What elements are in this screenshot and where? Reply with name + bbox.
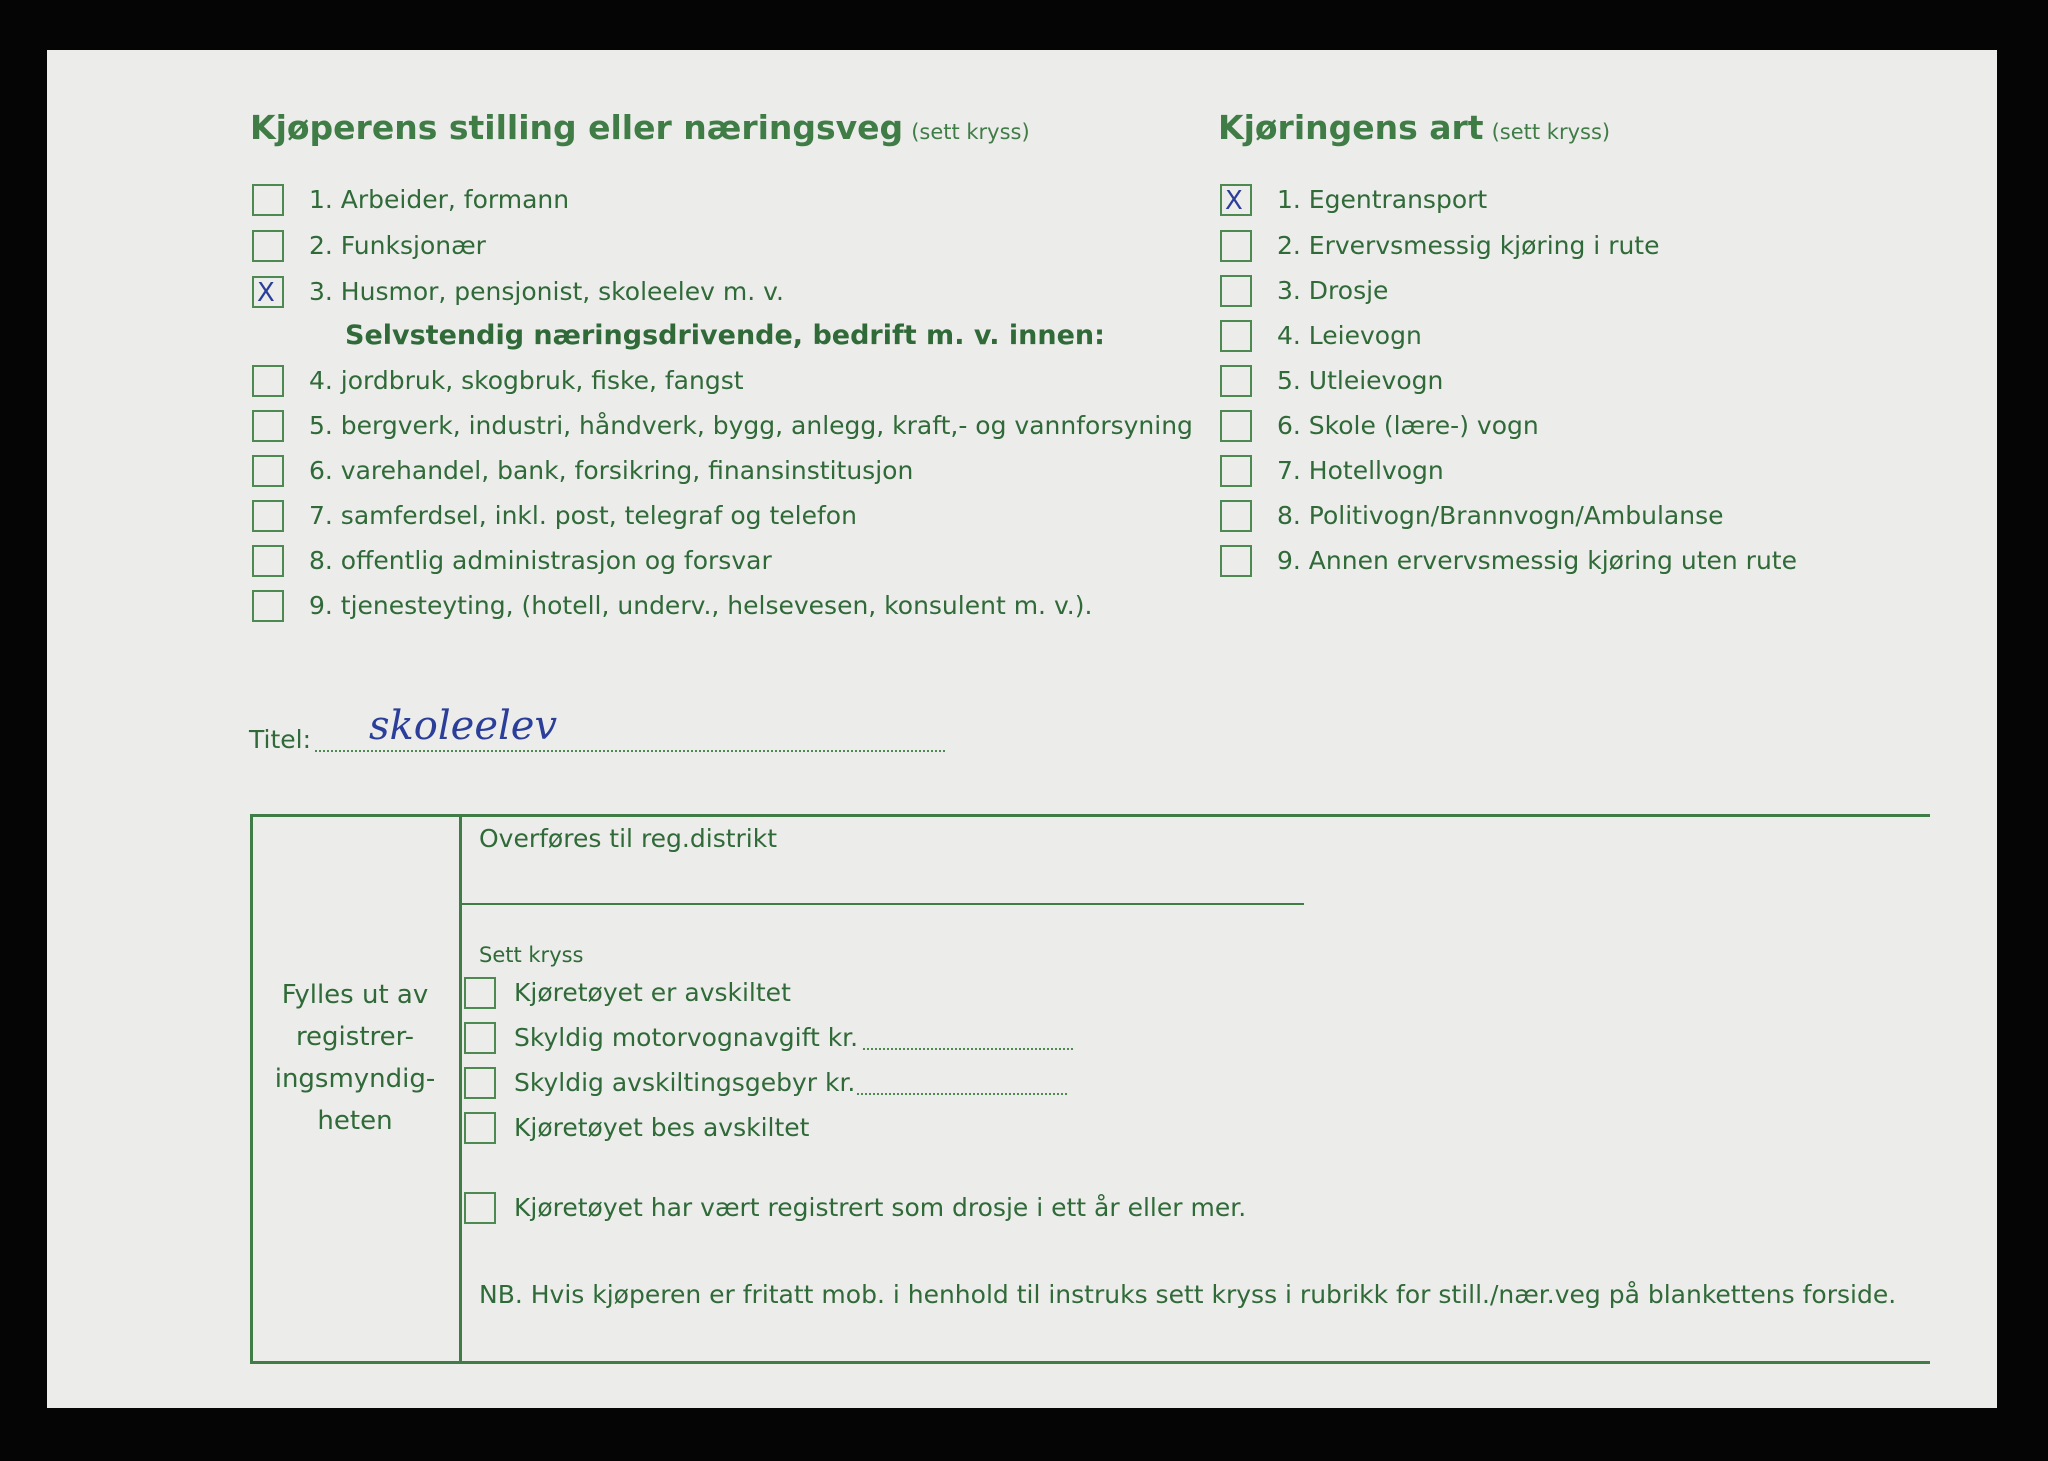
- occupation-5-label: 5. bergverk, industri, håndverk, bygg, anlegg, kraft,- og vannforsyning: [309, 411, 1193, 440]
- checkbox-motor-tax-owed[interactable]: [464, 1022, 496, 1054]
- checkbox-driving-7[interactable]: [1220, 455, 1252, 487]
- occupation-9-label: 9. tjenesteyting, (hotell, underv., helsevesen, konsulent m. v.).: [309, 591, 1093, 620]
- checkbox-occupation-7[interactable]: [252, 500, 284, 532]
- buyer-occupation-heading: [250, 108, 1030, 147]
- driving-1-label: 1. Egentransport: [1277, 185, 1488, 214]
- checkbox-driving-9[interactable]: [1220, 545, 1252, 577]
- driving-7-label: 7. Hotellvogn: [1277, 456, 1444, 485]
- checkbox-occupation-8[interactable]: [252, 545, 284, 577]
- deregistered-label: Kjøretøyet er avskiltet: [514, 978, 791, 1007]
- checkbox-driving-2[interactable]: [1220, 230, 1252, 262]
- title-label: Titel:: [249, 725, 311, 754]
- buyer-occupation-heading-text: Kjøperens stilling eller næringsveg: [250, 108, 904, 147]
- driving-6-label: 6. Skole (lære-) vogn: [1277, 411, 1539, 440]
- self-employed-subheading: Selvstendig næringsdrivende, bedrift m. v. innen:: [345, 320, 1105, 351]
- occupation-1-label: 1. Arbeider, formann: [309, 185, 570, 214]
- registry-box-divider: [459, 814, 462, 1364]
- buyer-occupation-heading-note: (sett kryss): [911, 120, 1030, 144]
- occupation-2-label: 2. Funksjonær: [309, 231, 486, 260]
- checkbox-occupation-6[interactable]: [252, 455, 284, 487]
- request-deregister-label: Kjøretøyet bes avskiltet: [514, 1113, 810, 1142]
- registry-box-left-border: [250, 814, 253, 1364]
- driving-2-label: 2. Ervervsmessig kjøring i rute: [1277, 231, 1660, 260]
- occupation-3-label: 3. Husmor, pensjonist, skoleelev m. v.: [309, 277, 784, 306]
- occupation-6-label: 6. varehandel, bank, forsikring, finansinstitusjon: [309, 456, 914, 485]
- driving-type-heading-note: (sett kryss): [1491, 120, 1611, 144]
- transfer-district-label: Overføres til reg.distrikt: [479, 824, 778, 853]
- driving-3-label: 3. Drosje: [1277, 276, 1389, 305]
- checkbox-occupation-9[interactable]: [252, 590, 284, 622]
- driving-type-heading: [1218, 108, 1610, 147]
- taxi-registered-label: Kjøretøyet har vært registrert som drosje i ett år eller mer.: [514, 1193, 1247, 1222]
- driving-8-label: 8. Politivogn/Brannvogn/Ambulanse: [1277, 501, 1724, 530]
- nb-note: NB. Hvis kjøperen er fritatt mob. i henhold til instruks sett kryss i rubrikk for still./nær.veg på blankettens forside.: [479, 1280, 1897, 1309]
- driving-type-heading-text: Kjøringens art: [1218, 108, 1484, 147]
- registry-side-label: Fylles ut av registrer-ingsmyndig-heten: [274, 980, 436, 1136]
- motor-tax-owed-label: Skyldig motorvognavgift kr.: [514, 1023, 859, 1052]
- checkbox-deregistered[interactable]: [464, 977, 496, 1009]
- check-mark: X: [1225, 186, 1243, 216]
- occupation-4-label: 4. jordbruk, skogbruk, fiske, fangst: [309, 366, 744, 395]
- checkbox-driving-6[interactable]: [1220, 410, 1252, 442]
- checkbox-driving-3[interactable]: [1220, 275, 1252, 307]
- driving-4-label: 4. Leievogn: [1277, 321, 1422, 350]
- motor-tax-amount-line: [863, 1048, 1073, 1050]
- checkbox-request-deregister[interactable]: [464, 1112, 496, 1144]
- checkbox-driving-5[interactable]: [1220, 365, 1252, 397]
- registry-box-bottom-border: [250, 1361, 1930, 1364]
- checkbox-occupation-4[interactable]: [252, 365, 284, 397]
- registry-box-top-border: [250, 814, 1930, 817]
- driving-5-label: 5. Utleievogn: [1277, 366, 1444, 395]
- checkbox-driving-4[interactable]: [1220, 320, 1252, 352]
- form-sheet: [47, 50, 1997, 1408]
- checkbox-occupation-1[interactable]: [252, 184, 284, 216]
- occupation-8-label: 8. offentlig administrasjon og forsvar: [309, 546, 772, 575]
- sett-kryss-label: Sett kryss: [479, 943, 584, 967]
- checkbox-occupation-3[interactable]: [252, 276, 284, 308]
- checkbox-occupation-5[interactable]: [252, 410, 284, 442]
- checkbox-plate-fee-owed[interactable]: [464, 1067, 496, 1099]
- checkbox-taxi-registered[interactable]: [464, 1192, 496, 1224]
- plate-fee-amount-line: [857, 1093, 1067, 1095]
- checkbox-occupation-2[interactable]: [252, 230, 284, 262]
- plate-fee-owed-label: Skyldig avskiltingsgebyr kr.: [514, 1068, 856, 1097]
- check-mark: X: [257, 278, 275, 308]
- transfer-district-line: [462, 903, 1304, 905]
- checkbox-driving-1[interactable]: [1220, 184, 1252, 216]
- occupation-7-label: 7. samferdsel, inkl. post, telegraf og telefon: [309, 501, 857, 530]
- title-dotted-line: [315, 750, 945, 752]
- title-field[interactable]: skoleelev: [369, 703, 558, 749]
- driving-9-label: 9. Annen ervervsmessig kjøring uten rute: [1277, 546, 1797, 575]
- checkbox-driving-8[interactable]: [1220, 500, 1252, 532]
